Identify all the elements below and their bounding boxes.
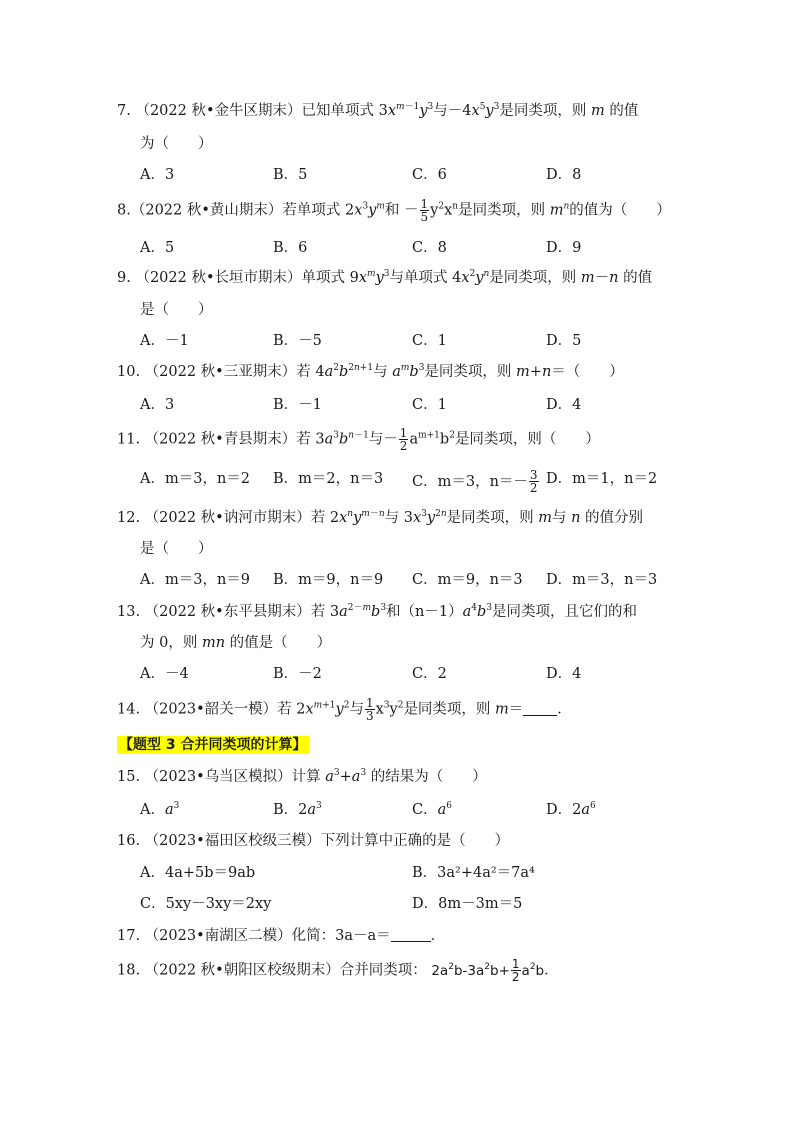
q14-answer-blank[interactable] — [523, 701, 557, 716]
question-18: 18. （2022 秋•朝阳区校级期末）合并同类项： $2a^2b-3a^2b+$ $\frac{1}{2}$ $a^2b$． — [117, 957, 559, 984]
q12-option-d: D．m＝3，n＝3 — [546, 572, 658, 588]
q13-option-c: C．2 — [412, 666, 447, 682]
q13-option-d: D．4 — [546, 666, 582, 682]
q8-option-d: D．9 — [546, 240, 582, 256]
q15-option-d: D．$2a^6$ — [546, 801, 596, 818]
q16-option-b: B．3a²+4a²＝7a⁴ — [412, 865, 535, 881]
q13-option-a: A．－4 — [140, 666, 189, 682]
question-17: 17. （2023•南湖区二模）化简：3a－a＝ ． — [117, 928, 446, 944]
question-13-cont: 为 0，则 mn 的值是（ ） — [140, 635, 332, 651]
q12-option-c: C．m＝9，n＝3 — [412, 572, 523, 588]
q7-option-b: B．5 — [273, 167, 308, 183]
q7-option-a: A．3 — [140, 167, 175, 183]
question-12-cont: 是（ ） — [140, 541, 213, 557]
question-14: 14. （2023•韶关一模）若 $2x^{m+1}y^2$与 $\frac{1}{3}$ $x^3y^2$是同类项，则 m＝ ． — [117, 696, 572, 723]
section-title: 【题型 3 合并同类项的计算】 — [119, 737, 307, 753]
q8-option-c: C．8 — [412, 240, 447, 256]
q9-option-d: D．5 — [546, 333, 582, 349]
question-7-cont: 为（ ） — [140, 136, 213, 152]
q10-option-a: A．3 — [140, 397, 175, 413]
q13-option-b: B．－2 — [273, 666, 322, 682]
q15-option-c: C．$a^6$ — [412, 801, 452, 818]
q16-option-d: D．8m－3m＝5 — [412, 896, 523, 912]
q8-option-b: B．6 — [273, 240, 308, 256]
q16-option-c: C．5xy－3xy＝2xy — [140, 896, 272, 912]
question-11: 11. （2022 秋•青县期末）若 $3a^3b^{n-1}$与－ $\frac{1}{2}$ $a^{m+1}b^2$是同类项，则（ ） — [117, 426, 600, 453]
question-7: 7. （2022 秋•金牛区期末）已知单项式 $3x^{m-1}y^3$与$-4x^5y^3$是同类项，则 m 的值 — [117, 102, 639, 119]
question-12: 12. （2022 秋•讷河市期末）若 $2x^ny^{m-n}$与 $3x^3y^{2n}$是同类项，则 m与 n 的值分别 — [117, 509, 644, 526]
q17-answer-blank[interactable] — [391, 927, 431, 942]
q11-option-b: B．m＝2，n＝3 — [273, 471, 384, 487]
q9-option-c: C．1 — [412, 333, 447, 349]
q12-option-b: B．m＝9，n＝9 — [273, 572, 384, 588]
q7-option-d: D．8 — [546, 167, 582, 183]
q15-option-a: A．$a^3$ — [140, 801, 180, 818]
q9-option-b: B．－5 — [273, 333, 322, 349]
q15-option-b: B．$2a^3$ — [273, 801, 322, 818]
q12-option-a: A．m＝3，n＝9 — [140, 572, 251, 588]
question-15: 15. （2023•乌当区模拟）计算 $a^3+a^3$ 的结果为（ ） — [117, 768, 487, 785]
q9-option-a: A．－1 — [140, 333, 189, 349]
q8-option-a: A．5 — [140, 240, 175, 256]
question-16: 16. （2023•福田区校级三模）下列计算中正确的是（ ） — [117, 833, 510, 849]
q11-option-d: D．m＝1，n＝2 — [546, 471, 658, 487]
question-13: 13. （2022 秋•东平县期末）若 $3a^{2-m}b^3$和$(n-1)a^4b^3$是同类项，且它们的和 — [117, 603, 638, 620]
q10-option-c: C．1 — [412, 397, 447, 413]
q11-option-a: A．m＝3，n＝2 — [140, 471, 251, 487]
question-9-cont: 是（ ） — [140, 302, 213, 318]
q7-option-c: C．6 — [412, 167, 447, 183]
question-10: 10. （2022 秋•三亚期末）若 $4a^2b^{2n+1}$与 $a^mb^3$是同类项，则 m+n＝（ ） — [117, 363, 624, 380]
question-8: 8.（2022 秋•黄山期末）若单项式 $2x^3y^m$和 － $\frac{1}{5}$ $y^2x^n$是同类项，则 $m^n$的值为（ ） — [117, 197, 671, 224]
q11-option-c: C．m＝3，n＝－ $\frac{3}{2}$ — [412, 468, 538, 495]
q16-option-a: A．4a+5b＝9ab — [140, 865, 256, 881]
q10-option-b: B．－1 — [273, 397, 322, 413]
q10-option-d: D．4 — [546, 397, 582, 413]
question-9: 9. （2022 秋•长垣市期末）单项式 $9x^my^3$与单项式 $4x^2y^n$是同类项，则 m－n 的值 — [117, 269, 653, 286]
q18-expression: $2a^2b-3a^2b+$ $\frac{1}{2}$ $a^2b$ — [431, 957, 545, 984]
